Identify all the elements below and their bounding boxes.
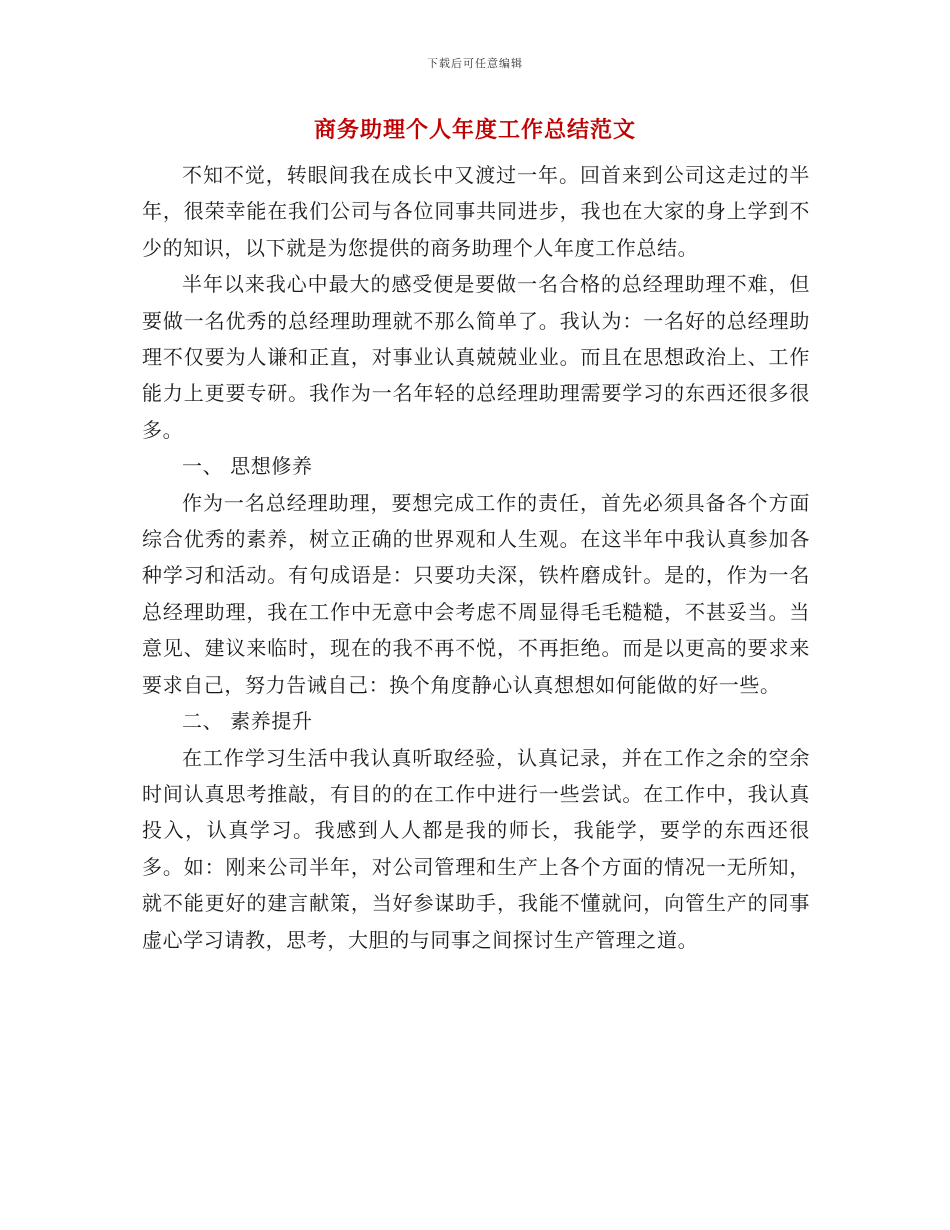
document-title: 商务助理个人年度工作总结范文 xyxy=(313,118,636,143)
document-body xyxy=(142,157,810,958)
paragraph-section-2: 在工作学习生活中我认真听取经验，认真记录，并在工作之余的空余时间认真思考推敲，有目的的在工作中进行一些尝试。在工作中，我认真投入，认真学习。我感到人人都是我的师长，我能学，要学的东西还很多。如：刚来公司半年，对公司管理和生产上各个方面的情况一无所知，就不能更好的建言献策，当好参谋助手，我能不懂就问，向管生产的同事虚心学习请教，思考，大胆的与同事之间探讨生产管理之道。 xyxy=(142,745,810,952)
header-note: 下载后可任意编辑 xyxy=(427,57,523,70)
section-heading-2: 二、 素养提升 xyxy=(182,709,313,734)
paragraph-intro: 不知不觉，转眼间我在成长中又渡过一年。回首来到公司这走过的半年，很荣幸能在我们公司与各位同事共同进步，我也在大家的身上学到不少的知识，以下就是为您提供的商务助理个人年度工作总结。 xyxy=(142,163,810,260)
paragraph-feeling: 半年以来我心中最大的感受便是要做一名合格的总经理助理不难，但要做一名优秀的总经理助理就不那么简单了。我认为：一名好的总经理助理不仅要为人谦和正直，对事业认真兢兢业业。而且在思想政治上、工作能力上更要专研。我作为一名年轻的总经理助理需要学习的东西还很多很多。 xyxy=(142,272,810,442)
section-heading-1: 一、 思想修养 xyxy=(182,454,313,479)
paragraph-section-1: 作为一名总经理助理，要想完成工作的责任，首先必须具备各个方面综合优秀的素养，树立正确的世界观和人生观。在这半年中我认真参加各种学习和活动。有句成语是：只要功夫深，铁杵磨成针。是的，作为一名总经理助理，我在工作中无意中会考虑不周显得毛毛糙糙，不甚妥当。当意见、建议来临时，现在的我不再不悦，不再拒绝。而是以更高的要求来要求自己，努力告诫自己：换个角度静心认真想想如何能做的好一些。 xyxy=(142,490,810,697)
